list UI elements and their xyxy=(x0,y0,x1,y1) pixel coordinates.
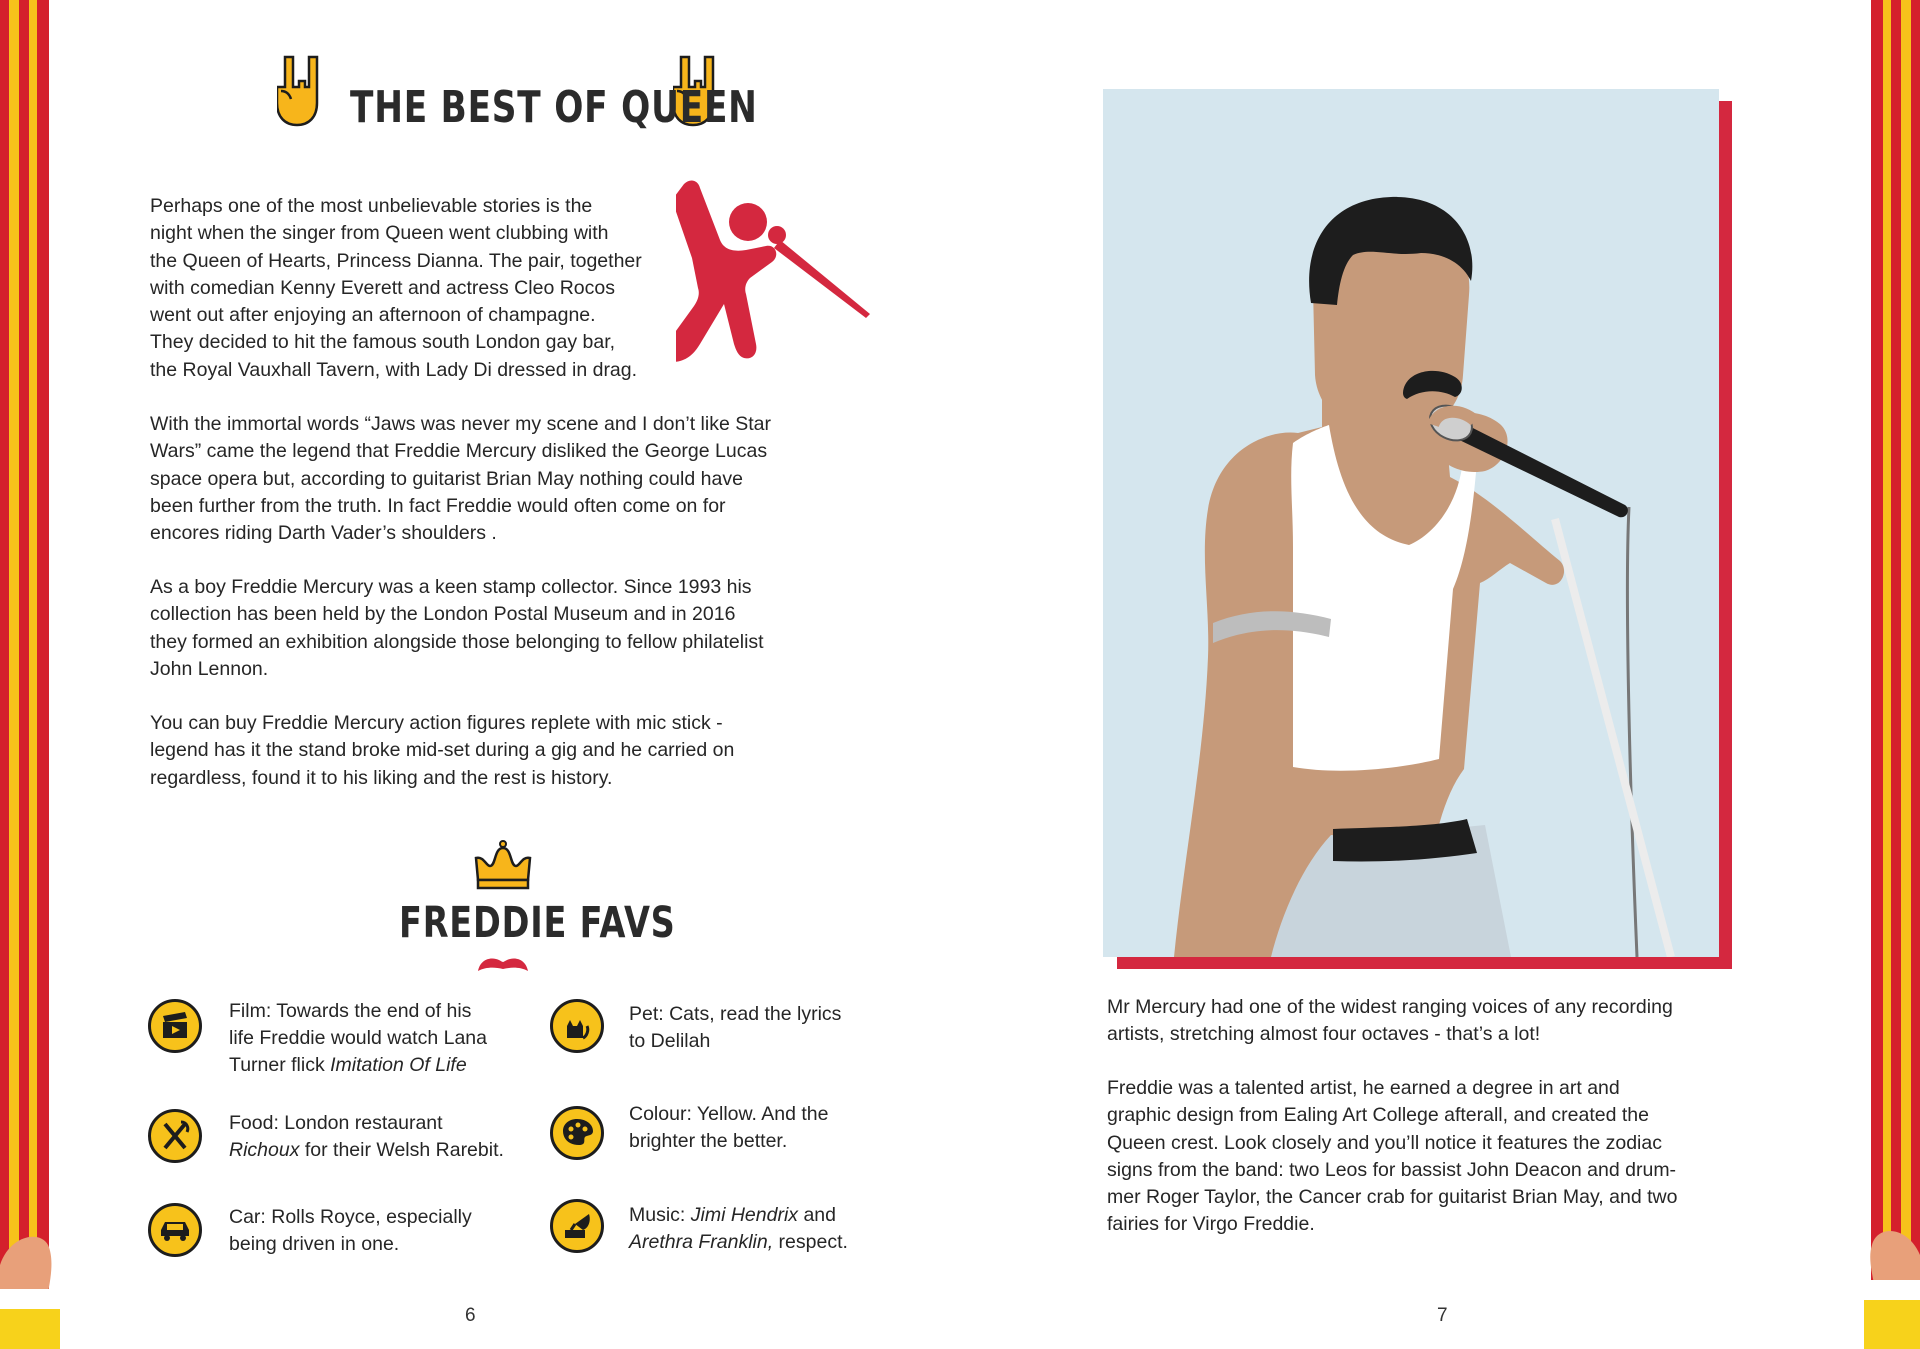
car-icon xyxy=(148,1203,202,1257)
text-line: night when the singer from Queen went clubbing with xyxy=(150,222,609,245)
left-hand-illustration xyxy=(0,1205,70,1349)
text-line: Perhaps one of the most unbelievable stories is the xyxy=(150,195,593,217)
text-line: they formed an exhibition alongside those belonging to fellow philatelist xyxy=(150,630,764,653)
text-line: Queen crest. Look closely and you’ll notice it features the zodiac xyxy=(1107,1131,1662,1154)
text-line: As a boy Freddie Mercury was a keen stamp collector. Since 1993 his xyxy=(150,576,752,598)
body-paragraph-1 xyxy=(150,193,870,384)
right-paragraph-1 xyxy=(1107,994,1867,1049)
text-line: regardless, found it to his liking and the rest is history. xyxy=(150,766,613,789)
text-line: Wars” came the legend that Freddie Mercury disliked the George Lucas xyxy=(150,440,768,463)
page-number-right: 7 xyxy=(1437,1305,1448,1326)
text-line: John Lennon. xyxy=(150,657,269,680)
text-line: the Queen of Hearts, Princess Dianna. The pair, together xyxy=(150,249,642,272)
text-line: Mr Mercury had one of the widest ranging voices of any recording xyxy=(1107,996,1673,1018)
fav-film-text: Film: Towards the end of his life Freddie would watch Lana Turner flick Imitation Of Life xyxy=(229,1000,487,1076)
text-line: been further from the truth. In fact Freddie would often come on for xyxy=(150,494,726,517)
fav-pet-text: Pet: Cats, read the lyrics to Delilah xyxy=(629,1003,842,1052)
text-line: graphic design from Ealing Art College afterall, and created the xyxy=(1107,1104,1649,1127)
text-line: collection has been held by the London Postal Museum and in 2016 xyxy=(150,603,736,626)
right-stripe-border xyxy=(1871,0,1920,1349)
left-stripe-border xyxy=(0,0,49,1349)
cat-icon xyxy=(550,999,604,1053)
text-line: artists, stretching almost four octaves - that’s a lot! xyxy=(1107,1023,1541,1046)
rock-hand-icon xyxy=(277,53,329,127)
text-line: They decided to hit the famous south London gay bar, xyxy=(150,331,616,354)
moustache-icon xyxy=(476,953,530,973)
text-line: With the immortal words “Jaws was never my scene and I don’t like Star xyxy=(150,413,771,435)
favs-title: FREDDIE FAVS xyxy=(399,898,676,948)
right-paragraph-2 xyxy=(1107,1075,1867,1239)
text-line: fairies for Virgo Freddie. xyxy=(1107,1213,1315,1236)
crown-icon xyxy=(472,840,534,890)
fav-food-text: Food: London restaurant Richoux for their Welsh Rarebit. xyxy=(229,1112,504,1161)
clapperboard-icon xyxy=(148,999,202,1053)
page-title: THE BEST OF QUEEN xyxy=(350,82,758,133)
text-line: legend has it the stand broke mid-set during a gig and he carried on xyxy=(150,739,735,762)
fav-car-text: Car: Rolls Royce, especially being driven in one. xyxy=(229,1206,472,1255)
palette-icon xyxy=(550,1106,604,1160)
body-paragraph-3 xyxy=(150,574,870,683)
freddie-mercury-illustration xyxy=(1103,89,1719,957)
page-number-left: 6 xyxy=(465,1305,476,1326)
text-line: mer Roger Taylor, the Cancer crab for guitarist Brian May, and two xyxy=(1107,1186,1678,1209)
body-paragraph-4 xyxy=(150,710,870,792)
text-line: You can buy Freddie Mercury action figures replete with mic stick - xyxy=(150,712,723,734)
right-hand-illustration xyxy=(1862,1200,1920,1349)
gramophone-icon xyxy=(550,1199,604,1253)
text-line: the Royal Vauxhall Tavern, with Lady Di dressed in drag. xyxy=(150,358,638,381)
text-line: space opera but, according to guitarist Brian May nothing could have xyxy=(150,467,743,490)
text-line: encores riding Darth Vader’s shoulders . xyxy=(150,522,497,545)
text-line: with comedian Kenny Everett and actress Cleo Rocos xyxy=(150,276,615,299)
fav-music-text: Music: Jimi Hendrix and Arethra Franklin, respect. xyxy=(629,1204,848,1253)
fav-colour-text: Colour: Yellow. And the brighter the better. xyxy=(629,1103,829,1152)
text-line: Freddie was a talented artist, he earned a degree in art and xyxy=(1107,1077,1620,1099)
body-paragraph-2 xyxy=(150,411,870,547)
fork-knife-icon xyxy=(148,1109,202,1163)
text-line: went out after enjoying an afternoon of champagne. xyxy=(150,304,596,327)
text-line: signs from the band: two Leos for bassist John Deacon and drum- xyxy=(1107,1158,1677,1181)
